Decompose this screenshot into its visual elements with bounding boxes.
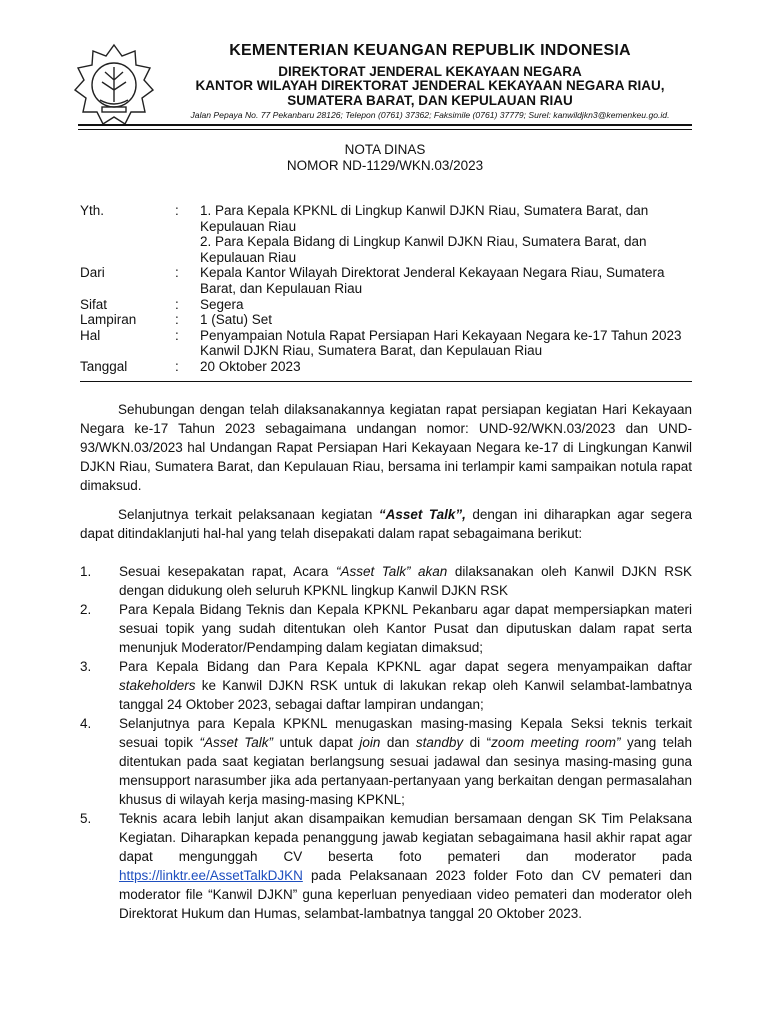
item-text: Para Kepala Bidang dan Para Kepala KPKNL agar dapat segera menyampaikan daftar stakeholders ke Kanwil DJKN RSK untuk di lakukan rekap oleh Kanwil selambat-lambatnya tanggal 24 Oktober 2023, sebagai daftar lampiran undangan; <box>119 659 692 712</box>
list-item <box>80 600 692 657</box>
ministry-name: KEMENTERIAN KEUANGAN REPUBLIK INDONESIA <box>229 42 631 59</box>
tanggal-label: Tanggal <box>80 358 128 374</box>
hal-label: Hal <box>80 327 101 343</box>
header-row-sifat <box>80 297 692 313</box>
dari-value: Kepala Kantor Wilayah Direktorat Jenderal Kekayaan Negara Riau, Sumatera Barat, dan Kepulauan Riau <box>200 265 665 296</box>
office-name-line1: KANTOR WILAYAH DIREKTORAT JENDERAL KEKAYAAN NEGARA RIAU, <box>195 78 665 93</box>
colon: : <box>175 312 179 328</box>
header-row-lampiran <box>80 312 692 328</box>
recipient-1: 1. Para Kepala KPKNL di Lingkup Kanwil DJKN Riau, Sumatera Barat, dan Kepulauan Riau <box>200 203 649 234</box>
action-items-list <box>80 562 692 923</box>
header-row-tanggal <box>80 359 692 375</box>
asset-talk-link[interactable]: https://linktr.ee/AssetTalkDJKN <box>119 868 303 883</box>
list-item <box>80 657 692 714</box>
colon: : <box>175 265 179 281</box>
recipient-2: 2. Para Kepala Bidang di Lingkup Kanwil DJKN Riau, Sumatera Barat, dan Kepulauan Riau <box>200 234 647 265</box>
item-text: Teknis acara lebih lanjut akan disampaikan kemudian bersamaan dengan SK Tim Pelaksana Kegiatan. Diharapkan kepada penanggung jawab kegiatan sebagaimana hasil akhir rapat agar dapat mengunggah CV beserta foto pemateri dan moderator pada https://linktr.ee/AssetTalkDJKN pada Pelaksanaan 2023 folder Foto dan CV pemateri dan moderator file “Kanwil DJKN” guna keperluan penyediaan video pemateri dan moderator oleh Direktorat Hukum dan Humas, selambat-lambatnya tanggal 20 Oktober 2023. <box>119 811 692 921</box>
sifat-label: Sifat <box>80 296 108 312</box>
tanggal-value: 20 Oktober 2023 <box>200 358 301 374</box>
letterhead-thick-rule <box>78 124 692 126</box>
item-number: 1. <box>80 564 92 579</box>
header-row-hal <box>80 328 692 359</box>
lampiran-value: 1 (Satu) Set <box>200 312 273 328</box>
header-divider <box>80 381 692 382</box>
colon: : <box>175 358 179 374</box>
p2-text-c: dengan ini diharapkan agar segera dapat ditindaklanjuti hal-hal yang telah disepakati dalam rapat sebagaimana berikut: <box>80 507 692 541</box>
letterhead-thin-rule <box>78 129 692 130</box>
document-type: NOTA DINAS <box>344 142 426 157</box>
yth-label: Yth. <box>80 203 105 218</box>
header-row-yth <box>80 203 692 265</box>
item-text: Para Kepala Bidang Teknis dan Kepala KPKNL Pekanbaru agar dapat mempersiapkan materi sesuai topik yang sudah ditentukan oleh Kantor Pusat dan diputuskan dalam rapat serta menunjuk Moderator/Pendamping dalam kegiatan dimaksud; <box>119 602 692 655</box>
ministry-emblem-logo <box>72 42 156 126</box>
office-name-line2: SUMATERA BARAT, DAN KEPULAUAN RIAU <box>287 93 573 108</box>
asset-talk-emphasis: “Asset Talk”, <box>378 507 466 522</box>
sifat-value: Segera <box>200 296 244 312</box>
item-text: Sesuai kesepakatan rapat, Acara “Asset Talk” akan dilaksanakan oleh Kanwil DJKN RSK dengan didukung oleh seluruh KPKNL lingkup Kanwil DJKN RSK <box>119 564 692 598</box>
office-address: Jalan Pepaya No. 77 Pekanbaru 28126; Telepon (0761) 37362; Faksimile (0761) 37779; Surel: kanwildjkn3@kemenkeu.go.id. <box>190 110 670 120</box>
p2-text-a: Selanjutnya terkait pelaksanaan kegiatan <box>118 507 379 522</box>
item-number: 5. <box>80 811 92 826</box>
lampiran-label: Lampiran <box>80 312 137 328</box>
list-item <box>80 714 692 809</box>
memo-header-table <box>80 203 692 375</box>
item-text: Selanjutnya para Kepala KPKNL menugaskan masing-masing Kepala Seksi teknis terkait sesuai topik “Asset Talk” untuk dapat join dan standby di “zoom meeting room” yang telah ditentukan pada saat kegiatan berlangsung sesuai jadawal dan sesinya masing-masing guna mensupport narasumber jika ada pertanyaan-pertanyaan yang berkaitan dengan permasalahan khusus di wilayah kerja masing-masing KPKNL; <box>119 716 692 807</box>
item-number: 3. <box>80 659 92 674</box>
item-number: 2. <box>80 602 92 617</box>
body-paragraph-1: Sehubungan dengan telah dilaksanakannya kegiatan rapat persiapan kegiatan Hari Kekayaan Negara ke-17 Tahun 2023 sebagaimana undangan nomor: UND-92/WKN.03/2023 dan UND-93/WKN.03/2023 hal Undangan Rapat Persiapan Hari Kekayaan Negara ke-17 di Lingkungan Kanwil DJKN Riau, Sumatera Barat, dan Kepulauan Riau, bersama ini terlampir kami sampaikan notula rapat dimaksud. <box>80 402 692 493</box>
header-row-dari <box>80 265 692 296</box>
list-item <box>80 809 692 923</box>
hal-value: Penyampaian Notula Rapat Persiapan Hari Kekayaan Negara ke-17 Tahun 2023 Kanwil DJKN Riau, Sumatera Barat, dan Kepulauan Riau <box>200 327 682 359</box>
yth-value <box>200 203 692 265</box>
body-paragraph-2 <box>80 505 692 543</box>
item-number: 4. <box>80 716 92 731</box>
document-number: NOMOR ND-1129/WKN.03/2023 <box>286 158 484 173</box>
colon: : <box>175 203 179 218</box>
dari-label: Dari <box>80 265 105 281</box>
colon: : <box>175 296 179 312</box>
colon: : <box>175 327 179 343</box>
list-item <box>80 562 692 600</box>
directorate-name: DIREKTORAT JENDERAL KEKAYAAN NEGARA <box>278 64 582 79</box>
